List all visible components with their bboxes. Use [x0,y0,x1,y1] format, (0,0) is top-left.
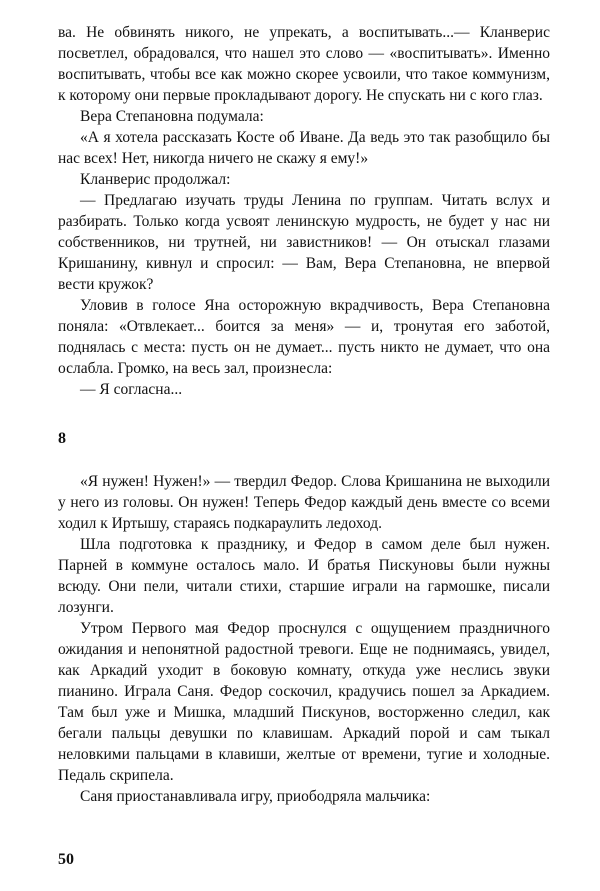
paragraph: ва. Не обвинять никого, не упрекать, а воспитывать...— Кланверис посветлел, обрадовался, что нашел это слово — «воспитывать». Именно воспитывать, чтобы все как можно скорее усвоили, что такое коммунизм, к которому они первые прокладывают дорогу. Не спускать ни с кого глаз. [58,24,550,104]
paragraph: — Я согласна... [80,381,183,398]
paragraph: — Предлагаю изучать труды Ленина по группам. Читать вслух и разбирать. Только когда усвоят ленинскую мудрость, не будет у нас ни собственников, ни трутней, ни завистников! — Он отыскал глазами Кришанину, кивнул и спросил: — Вам, Вера Степановна, не впервой вести кружок? [58,192,550,293]
paragraph: «Я нужен! Нужен!» — твердил Федор. Слова Кришанина не выходили у него из головы. Он нужен! Теперь Федор каждый день вместе со всеми ходил к Иртышу, стараясь подкараулить ледоход. [58,473,550,532]
paragraph: Саня приостанавливала игру, приободряла мальчика: [80,788,431,805]
section-number: 8 [58,430,66,447]
paragraph: «А я хотела рассказать Косте об Иване. Да ведь это так разобщило бы нас всех! Нет, никогда ничего не скажу я ему!» [58,129,550,167]
paragraph: Утром Первого мая Федор проснулся с ощущением праздничного ожидания и непонятной радостной тревоги. Еще не поднимаясь, увидел, как Аркадий уходит в боковую комнату, откуда уже неслись звуки пианино. Играла Саня. Федор соскочил, крадучись пошел за Аркадием. Там был уже и Мишка, младший Пискунов, восторженно следил, как бегали пальцы девушки по клавишам. Аркадий порой и сам тыкал неловкими пальцами в клавиши, желтые от времени, тугие и холодные. Педаль скрипела. [58,620,550,784]
page-text [58,22,550,807]
paragraph: Шла подготовка к празднику, и Федор в самом деле был нужен. Парней в коммуне осталось мало. И братья Пискуновы были нужны всюду. Они пели, читали стихи, старшие играли на гармошке, писали лозунги. [58,536,550,616]
page-number: 50 [58,851,74,868]
paragraph: Уловив в голосе Яна осторожную вкрадчивость, Вера Степановна поняла: «Отвлекает... боится за меня» — и, тронутая его заботой, поднялась с места: пусть он не думает... пусть никто не думает, что она ослабла. Громко, на весь зал, произнесла: [58,297,550,377]
paragraph: Вера Степановна подумала: [80,108,264,125]
paragraph: Кланверис продолжал: [80,171,231,188]
